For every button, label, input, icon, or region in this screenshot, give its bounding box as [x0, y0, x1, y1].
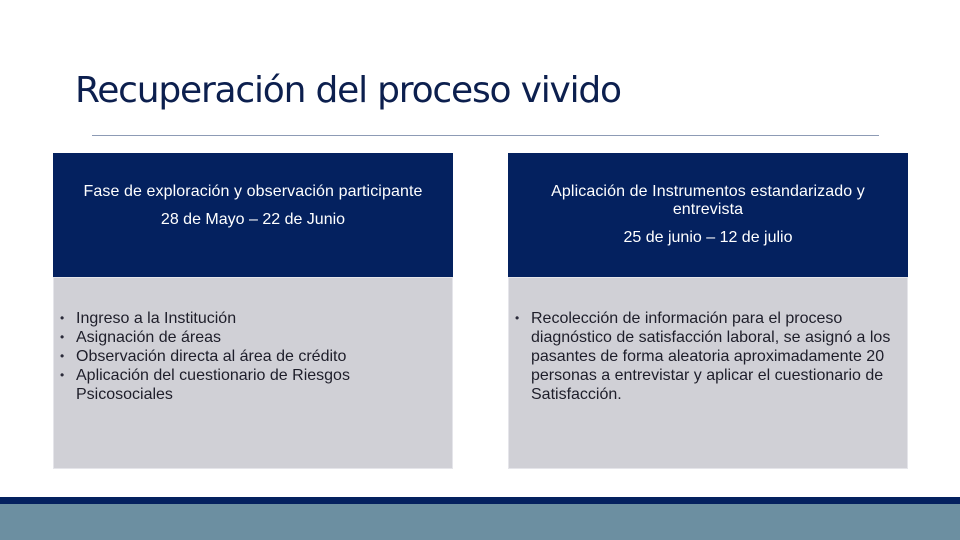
phase-2-dates: 25 de junio – 12 de julio	[623, 229, 793, 246]
list-item	[54, 366, 444, 404]
bullet-icon: •	[60, 368, 65, 382]
phase-1-heading: Fase de exploración y observación participante	[83, 183, 423, 200]
phase-1-header	[53, 153, 453, 277]
title-divider	[92, 135, 879, 136]
phase-2-heading: Aplicación de Instrumentos estandarizado y entrevista	[551, 183, 865, 218]
phase-2-header	[508, 153, 908, 277]
bullet-icon: •	[60, 349, 65, 363]
footer-bar	[0, 504, 960, 540]
list-item	[54, 347, 444, 366]
bullet-icon: •	[515, 311, 520, 325]
list-item-text: Ingreso a la Institución	[76, 310, 237, 327]
phase-1-bullet-list	[54, 309, 444, 404]
bullet-icon: •	[60, 311, 65, 325]
list-item-text: Recolección de información para el proceso diagnóstico de satisfacción laboral, se asignó a los pasantes de forma aleatoria aproximadamente 20 personas a entrevistar y aplicar el cuestionario de Satisfacción.	[531, 310, 891, 403]
bullet-icon: •	[60, 330, 65, 344]
list-item	[54, 309, 444, 328]
list-item	[54, 328, 444, 347]
list-item	[509, 309, 901, 404]
list-item-text: Asignación de áreas	[76, 329, 221, 346]
slide-title: Recuperación del proceso vivido	[75, 70, 621, 111]
footer-accent-line	[0, 497, 960, 504]
phase-1-body	[53, 277, 453, 469]
list-item-text: Observación directa al área de crédito	[76, 348, 347, 365]
phase-1-dates: 28 de Mayo – 22 de Junio	[160, 211, 346, 228]
phase-2-bullet-list	[509, 309, 901, 404]
phase-2-body	[508, 277, 908, 469]
list-item-text: Aplicación del cuestionario de Riesgos Psicosociales	[76, 367, 350, 403]
